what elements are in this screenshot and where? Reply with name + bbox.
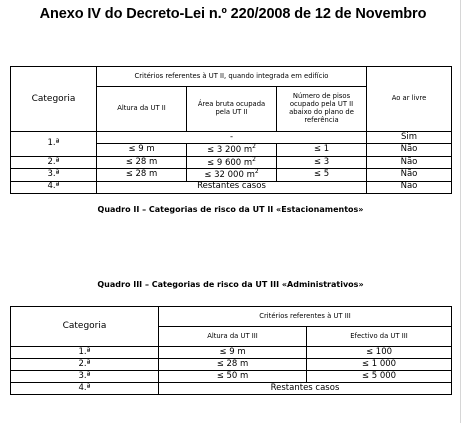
table2-header-categoria: Categoria	[11, 67, 97, 132]
table3-row4-restantes: Restantes casos	[159, 383, 452, 395]
table-row	[11, 169, 452, 182]
table3-cat-2: 2.ª	[11, 359, 159, 371]
table3-row2-altura: ≤ 28 m	[159, 359, 307, 371]
table2-row2-ar-livre: Não	[367, 156, 452, 169]
table2-cat-4: 4.ª	[11, 181, 97, 193]
table3-header-group: Critérios referentes à UT III	[159, 307, 452, 327]
table3-row1-efectivo: ≤ 100	[307, 347, 452, 359]
table-row	[11, 359, 452, 371]
table2-row3-area: ≤ 32 000 $m^2$	[187, 169, 277, 182]
table2-cat-3: 3.ª	[11, 169, 97, 182]
table3-caption: Quadro III – Categorias de risco da UT III «Administrativos»	[97, 280, 364, 289]
table2-row1-pisos: ≤ 1	[277, 144, 367, 157]
table2-cat-2: 2.ª	[11, 156, 97, 169]
table2-row2-altura: ≤ 28 m	[97, 156, 187, 169]
table2-header-group: Critérios referentes à UT II, quando integrada em edifício	[97, 67, 367, 87]
table3-cat-4: 4.ª	[11, 383, 159, 395]
table2-caption: Quadro II – Categorias de risco da UT II «Estacionamentos»	[97, 205, 364, 214]
table2-header-ar-livre: Ao ar livre	[367, 67, 452, 132]
table3-row1-altura: ≤ 9 m	[159, 347, 307, 359]
table2-cat-1: 1.ª	[11, 132, 97, 157]
table-row	[11, 383, 452, 395]
table3-row3-altura: ≤ 50 m	[159, 371, 307, 383]
table2-row4-ar-livre: Não	[367, 181, 452, 193]
table2-row1-dash: -	[97, 132, 367, 144]
table2-row3-pisos: ≤ 5	[277, 169, 367, 182]
table-row	[11, 156, 452, 169]
table-row	[11, 371, 452, 383]
table2-row1-area: ≤ 3 200 $m^2$	[187, 144, 277, 157]
table2-row3-ar-livre: Não	[367, 169, 452, 182]
table2-header-pisos: Número de pisos ocupado pela UT II abaixo do plano de referência	[277, 87, 367, 132]
document-title: Anexo IV do Decreto-Lei n.º 220/2008 de 12 de Novembro	[39, 6, 427, 22]
table2-row2-area: ≤ 9 600 $m^2$	[187, 156, 277, 169]
page-edge-line	[460, 0, 461, 423]
table3-row3-efectivo: ≤ 5 000	[307, 371, 452, 383]
table3-header-categoria: Categoria	[11, 307, 159, 347]
table-row	[11, 181, 452, 193]
table2-header-area: Área bruta ocupada pela UT II	[187, 87, 277, 132]
table2-row1-altura: ≤ 9 m	[97, 144, 187, 157]
table2-row2-pisos: ≤ 3	[277, 156, 367, 169]
table2-header-altura: Altura da UT II	[97, 87, 187, 132]
table-ut3-administrativos	[10, 306, 452, 395]
table2-row4-restantes: Restantes casos	[97, 181, 367, 193]
table3-header-altura: Altura da UT III	[159, 327, 307, 347]
table-row	[11, 347, 452, 359]
table-ut2-estacionamentos	[10, 66, 452, 194]
table-row	[11, 132, 452, 144]
table2-row1-ar-livre-sim: Sim	[367, 132, 452, 144]
table3-cat-3: 3.ª	[11, 371, 159, 383]
table2-row3-altura: ≤ 28 m	[97, 169, 187, 182]
table3-row2-efectivo: ≤ 1 000	[307, 359, 452, 371]
table3-cat-1: 1.ª	[11, 347, 159, 359]
table3-header-efectivo: Efectivo da UT III	[307, 327, 452, 347]
table2-row1-ar-livre-nao: Não	[367, 144, 452, 157]
